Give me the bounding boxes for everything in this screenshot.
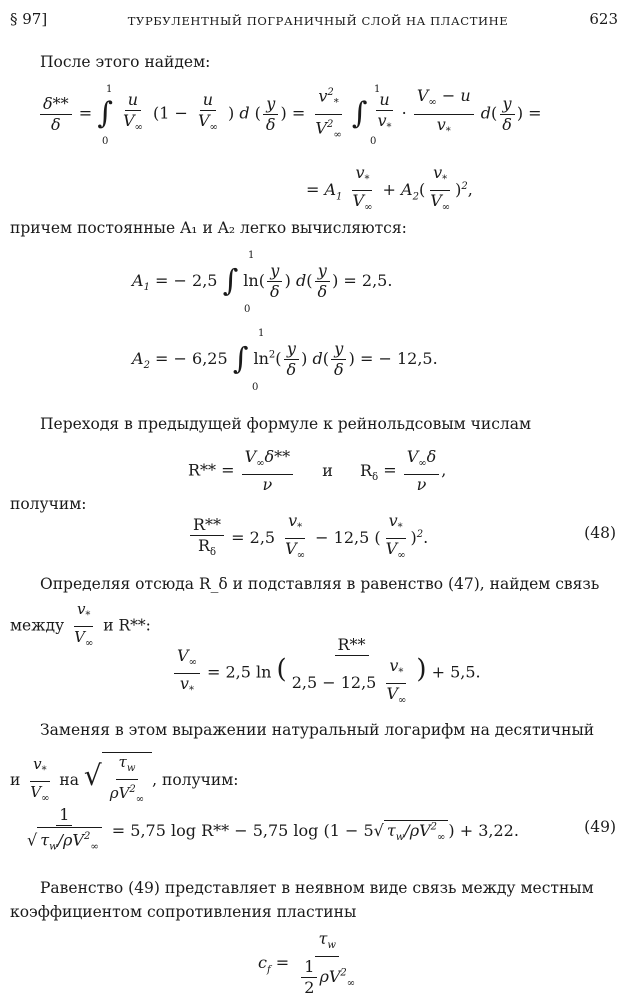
paragraph-reynolds: Переходя в предыдущей формуле к рейнольдсовым числам — [40, 415, 532, 433]
paragraph-determine: Определяя отсюда R_δ и подставляя в равенство (47), найдем связь — [40, 575, 600, 593]
paragraph-replace-line2: и $\frac{v_*}{V_\infty}$ на √ $\frac{\tau_w}{\rho V^2_\infty}$ , получим: — [10, 752, 238, 809]
equation-reynolds: R** = $\frac{V_\infty\delta**}{\nu}$ и $R_\delta$ = $\frac{V_\infty\delta}{\nu}$ , — [188, 447, 447, 495]
equation-number-48: (48) — [584, 524, 616, 542]
paragraph-equality-line2: коэффициентом сопротивления пластины — [10, 903, 357, 921]
paragraph-obtain: получим: — [10, 495, 87, 513]
equation-friction-coefficient: $c_f$ = $\tau_w$ $\frac{1}{2}$ $\rho V^2_\infty$ — [258, 929, 356, 997]
running-title: ТУРБУЛЕНТНЫЙ ПОГРАНИЧНЫЙ СЛОЙ НА ПЛАСТИНЕ — [127, 14, 509, 28]
equation-49: $\frac{1}{√ \tau_w/\rho V^2_\infty}$ = 5,75 log R** − 5,75 log (1 − 5√ $\tau_w/\rho V^2_\infty$ ) + 3,22. — [22, 806, 519, 857]
equation-a1: $A_1$ = − 2,5 ∫ ln( $\frac{y}{\delta}$ ) d( $\frac{y}{\delta}$ ) = 2,5. — [132, 261, 393, 301]
page-number: 623 — [589, 10, 618, 28]
paragraph-constants: причем постоянные A₁ и A₂ легко вычисляются: — [10, 219, 407, 237]
section-ref: § 97] — [10, 10, 48, 28]
equation-delta-ratio: $\frac{\delta**}{\delta}$ = ∫ $\frac{u}{V_\infty}$ (1 − $\frac{u}{V_\infty}$ ) d ( $\frac{y}{\delta}$ ) = $\frac{v^2_*}{V^2_\infty}$ ∫ $\frac{u}{v_*}$ · $\frac{V_\infty - u}{v_*}$ d( $\frac{y}{\delta}$ ) = — [38, 84, 542, 144]
page: § 97] ТУРБУЛЕНТНЫЙ ПОГРАНИЧНЫЙ СЛОЙ НА ПЛАСТИНЕ 623 После этого найдем: $\frac{\delta**}{\delta}$ = ∫ $\frac{u}{V_\infty}$ (1 − $\frac{u}{V_\infty}$ ) d ( $\frac{y}{\delta}$ ) = $\frac{v^2_*}{V^2_\infty}$ ∫ $\frac{u}{v_*}$ · $\frac{V_\infty - u}{v_*}$ d( $\frac{y}{\delta}$ ) = 1 0 1 0 = $A_1$ $\frac{v_*}{V_\infty}$ + $A_2$( $\frac{v_*}{V_\infty}$ )$^2$, причем постоянные A₁ и A₂ легко вычисляются: $A_1$ = − 2,5 ∫ ln( $\frac{y}{\delta}$ ) d( $\frac{y}{\delta}$ ) = 2,5. 1 0 $A_2$ = − 6,25 ∫ $\ln^2$( $\frac{y}{\delta}$ ) d( $\frac{y}{\delta}$ ) = − 12,5. 1 0 Переходя в предыдущей формуле к рейнольдсовым числам R** = $\frac{V_\infty\delta**}{\nu}$ и $R_\delta$ = $\frac{V_\infty\delta}{\nu}$ , получим: $\frac{R**}{R_\delta}$ = 2,5 $\frac{v_*}{V_\infty}$ − 12,5 ( $\frac{v_*}{V_\infty}$ )$^2$. (48) Определяя отсюда R_δ и подставляя в равенство (47), найдем связь между $\frac{v_*}{V_\infty}$ и R**: $\frac{V_\infty}{v_*}$ = 2,5 ln ( R** 2,5 − 12,5 $\frac{v_*}{V_\infty}$ ) + 5,5. Заменяя в этом выражении натуральный логарифм на десятичный и $\frac{v_*}{V_\infty}$ на √ $\frac{\tau_w}{\rho V^2_\infty}$ , получим: $\frac{1}{√ \tau_w/\rho V^2_\infty}$ = 5,75 log R** − 5,75 log (1 − 5√ $\tau_w/\rho V^2_\infty$ ) + 3,22. (49) Равенство (49) представляет в неявном виде связь между местным коэффициентом сопротивления пластины $c_f$ = $\tau_w$ $\frac{1}{2}$ $\rho V^2_\infty$ — [10, 10, 618, 997]
paragraph-intro: После этого найдем: — [40, 53, 211, 71]
paragraph-equality: Равенство (49) представляет в неявном виде связь между местным — [40, 879, 594, 897]
equation-a2: $A_2$ = − 6,25 ∫ $\ln^2$( $\frac{y}{\delta}$ ) d( $\frac{y}{\delta}$ ) = − 12,5. — [132, 339, 438, 379]
paragraph-replace: Заменяя в этом выражении натуральный логарифм на десятичный — [40, 721, 595, 739]
equation-velocity-ratio: $\frac{V_\infty}{v_*}$ = 2,5 ln ( R** 2,5 − 12,5 $\frac{v_*}{V_\infty}$ ) + 5,5. — [172, 636, 481, 710]
paragraph-determine-line2: между $\frac{v_*}{V_\infty}$ и R**: — [10, 600, 151, 649]
equation-number-49: (49) — [584, 818, 616, 836]
equation-48: $\frac{R**}{R_\delta}$ = 2,5 $\frac{v_*}{V_\infty}$ − 12,5 ( $\frac{v_*}{V_\infty}$ )$^2$. — [188, 512, 428, 565]
equation-delta-ratio-cont: = $A_1$ $\frac{v_*}{V_\infty}$ + $A_2$( $\frac{v_*}{V_\infty}$ )$^2$, — [306, 163, 473, 214]
